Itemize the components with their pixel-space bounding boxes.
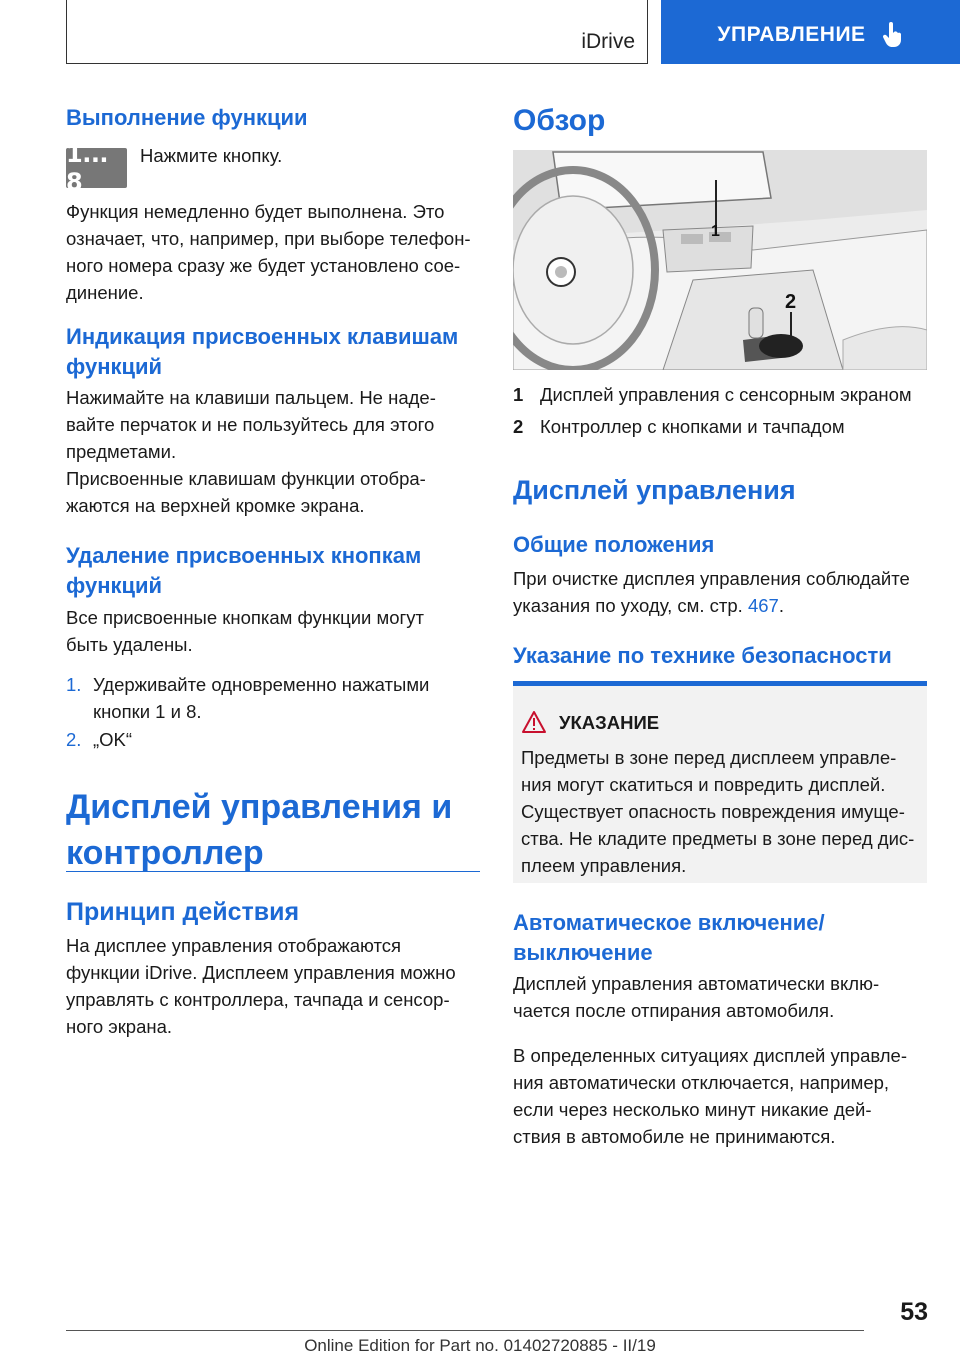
heading-principle: Принцип действия [66,898,300,926]
paragraph-line: Все присвоенные кнопкам функции могут [66,607,424,628]
paragraph-line: При очистке дисплея управления соблюдайте [513,568,910,589]
paragraph-line: если через несколько минут никакие дей- [513,1099,872,1120]
perform-body-line: динение. [66,282,144,303]
heading-display: Дисплей управления [513,475,796,505]
paragraph-line: ного экрана. [66,1016,173,1037]
perform-body-line: означает, что, например, при выборе телефон- [66,228,471,249]
paragraph-line: В определенных ситуациях дисплей управле- [513,1045,908,1066]
perform-body-line: Функция немедленно будет выполнена. Это [66,201,445,222]
heading-delete [66,541,421,601]
legend-text: Дисплей управления с сенсорным экраном [540,384,912,405]
warning-line: ства. Не кладите предметы в зоне перед дис- [521,828,915,849]
heading-overview: Обзор [513,104,606,137]
paragraph-text: . [778,595,784,616]
paragraph-line: быть удалены. [66,634,193,655]
warning-line: ния могут скатиться и повредить дисплей. [521,774,886,795]
page-number: 53 [900,1298,928,1326]
heading-line: Индикация присвоенных клавишам [66,324,459,349]
auto-paragraph-2 [513,1042,933,1150]
perform-body-line: ного номера сразу же будет установлено сое- [66,255,461,276]
header-section-title: iDrive [581,30,635,53]
warning-body [521,744,921,879]
heading-line: функций [66,573,163,598]
legend-number: 1 [513,384,524,405]
chapter-heading-line: контроллер [66,834,264,872]
heading-line: выключение [513,940,653,965]
general-paragraph [513,565,933,619]
chapter-heading-line: Дисплей управления и [66,788,453,826]
warning-triangle-icon [521,710,547,734]
list-text: Удерживайте одновременно нажатыми [93,674,430,695]
press-button-text: Нажмите кнопку. [140,145,283,166]
heading-line: Удаление присвоенных кнопкам [66,543,422,568]
paragraph-line: чается после отпирания автомобиля. [513,1000,835,1021]
auto-paragraph-1 [513,970,933,1024]
indication-paragraph-1 [66,384,486,465]
heading-perform-function: Выполнение функции [66,105,308,130]
callout-1: 1 [711,223,720,240]
list-number: 2. [66,729,82,750]
paragraph-line: На дисплее управления отображаются [66,935,402,956]
footer-divider [66,1330,864,1331]
heading-general: Общие положения [513,532,715,557]
header-frame [66,0,648,64]
heading-auto [513,908,825,968]
paragraph-line: управлять с контроллера, тачпада и сенсор- [66,989,450,1010]
paragraph-line [513,592,933,619]
warning-line: Существует опасность повреждения имуще- [521,801,905,822]
chapter-divider [66,871,480,872]
paragraph-text: указания по уходу, см. стр. [513,595,748,616]
paragraph-line: функции iDrive. Дисплеем управления можно [66,962,456,983]
chapter-heading [66,784,452,876]
paragraph-line: вайте перчаток и не пользуйтесь для этого [66,414,435,435]
warning-title: УКАЗАНИЕ [559,712,660,733]
paragraph-line: Нажимайте на клавиши пальцем. Не наде- [66,387,436,408]
heading-line: Автоматическое включение/ [513,910,825,935]
warning-line: Предметы в зоне перед дисплеем управле- [521,747,897,768]
callout-2: 2 [785,291,797,313]
paragraph-line: ствия в автомобиле не принимаются. [513,1126,836,1147]
legend-number: 2 [513,416,524,437]
list-number: 1. [66,674,82,695]
paragraph-line: ния автоматически отключается, например, [513,1072,890,1093]
chapter-tab-label: УПРАВЛЕНИЕ [717,23,866,46]
heading-indication [66,322,458,382]
heading-safety: Указание по технике безопасности [513,643,892,668]
principle-paragraph [66,932,486,1040]
heading-line: функций [66,354,163,379]
paragraph-line: жаются на верхней кромке экрана. [66,495,365,516]
chapter-tab[interactable] [661,0,960,64]
paragraph-line: предметами. [66,441,177,462]
indication-paragraph-2 [66,465,486,519]
paragraph-line: Присвоенные клавишам функции отобра- [66,468,426,489]
warning-box [513,681,927,883]
perform-body [66,198,486,306]
list-text: „OK“ [93,729,133,750]
warning-line: плеем управления. [521,855,687,876]
delete-paragraph [66,604,486,658]
paragraph-line: Дисплей управления автоматически вклю- [513,973,880,994]
legend-text: Контроллер с кнопками и тачпадом [540,416,845,437]
list-text: кнопки 1 и 8. [93,701,202,722]
hand-pointer-icon [882,22,904,48]
footer-edition: Online Edition for Part no. 01402720885 - II/19 [304,1336,656,1355]
page-reference-link[interactable]: 467 [747,595,779,616]
cockpit-illustration [513,150,927,370]
favorite-button-illustration: 1... 8 [66,148,127,188]
